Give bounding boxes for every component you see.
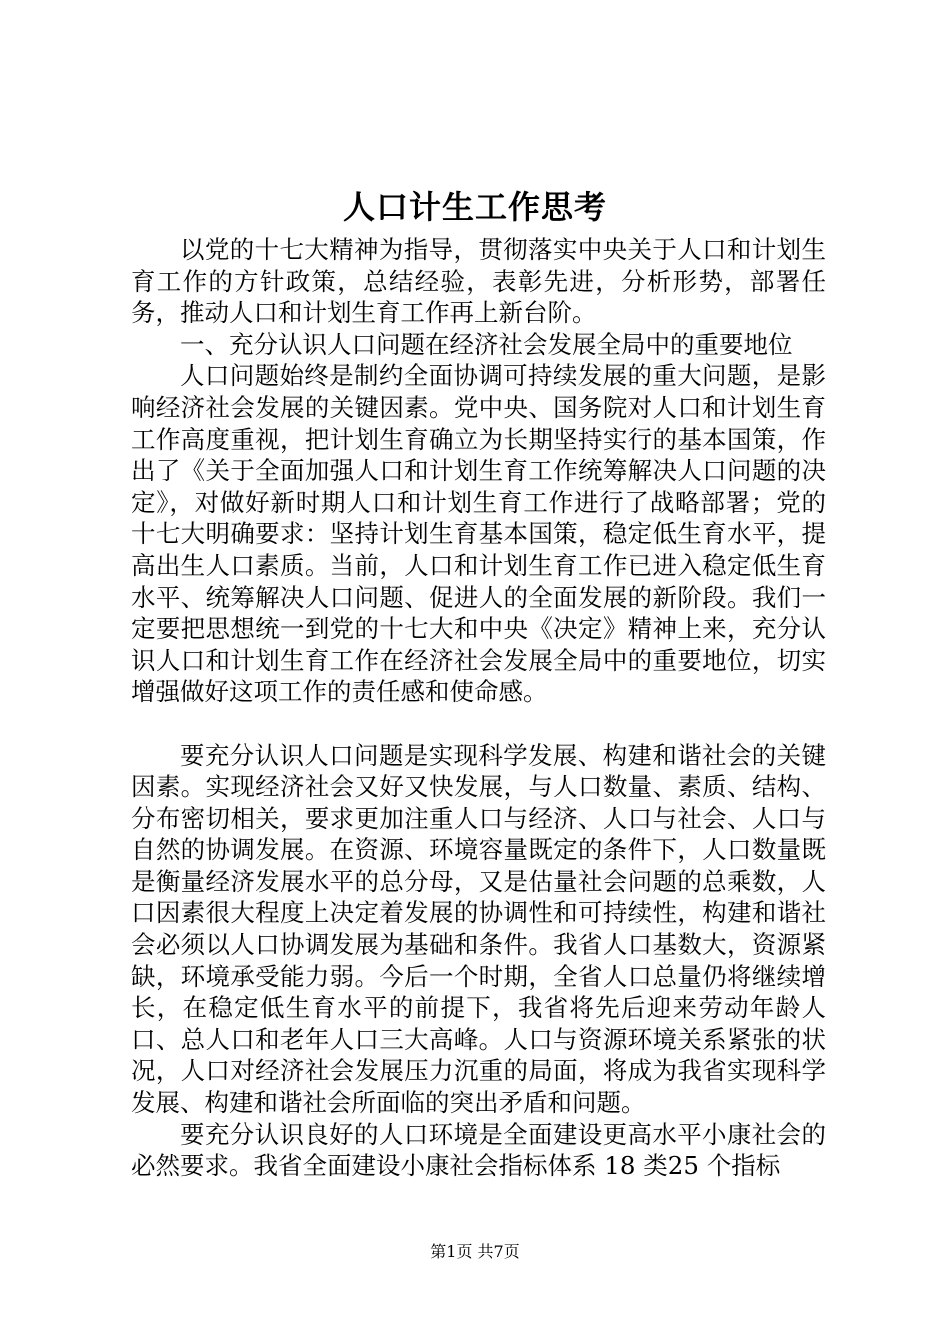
section-heading: 一、充分认识人口问题在经济社会发展全局中的重要地位 bbox=[180, 329, 793, 359]
document-title: 人口计生工作思考 bbox=[342, 188, 607, 226]
paragraph-intro: 以党的十七大精神为指导，贯彻落实中央关于人口和计划生育工作的方针政策，总结经验，表彰先进，分析形势，部署任务，推动人口和计划生育工作再上新台阶。 bbox=[131, 235, 826, 328]
paragraph: 人口问题始终是制约全面协调可持续发展的重大问题，是影响经济社会发展的关键因素。党中央、国务院对人口和计划生育工作高度重视，把计划生育确立为长期坚持实行的基本国策，作出了《关于全面加强人口和计划生育工作统筹解决人口问题的决定》，对做好新时期人口和计划生育工作进行了战略部署；党的十七大明确要求：坚持计划生育基本国策，稳定低生育水平，提高出生人口素质。当前，人口和计划生育工作已进入稳定低生育水平、统筹解决人口问题、促进人的全面发展的新阶段。我们一定要把思想统一到党的十七大和中央《决定》精神上来，充分认识人口和计划生育工作在经济社会发展全局中的重要地位，切实增强做好这项工作的责任感和使命感。 bbox=[131, 361, 826, 707]
paragraph: 要充分认识良好的人口环境是全面建设更高水平小康社会的必然要求。我省全面建设小康社会指标体系 18 类25 个指标 bbox=[131, 1119, 826, 1181]
document-body bbox=[131, 234, 826, 1182]
page-footer: 第1页 共7页 bbox=[430, 1242, 520, 1261]
paragraph: 要充分认识人口问题是实现科学发展、构建和谐社会的关键因素。实现经济社会又好又快发展，与人口数量、素质、结构、分布密切相关，要求更加注重人口与经济、人口与社会、人口与自然的协调发展。在资源、环境容量既定的条件下，人口数量既是衡量经济发展水平的总分母，又是估量社会问题的总乘数，人口因素很大程度上决定着发展的协调性和可持续性，构建和谐社会必须以人口协调发展为基础和条件。我省人口基数大，资源紧缺，环境承受能力弱。今后一个时期，全省人口总量仍将继续增长，在稳定低生育水平的前提下，我省将先后迎来劳动年龄人口、总人口和老年人口三大高峰。人口与资源环境关系紧张的状况，人口对经济社会发展压力沉重的局面，将成为我省实现科学发展、构建和谐社会所面临的突出矛盾和问题。 bbox=[131, 740, 826, 1118]
